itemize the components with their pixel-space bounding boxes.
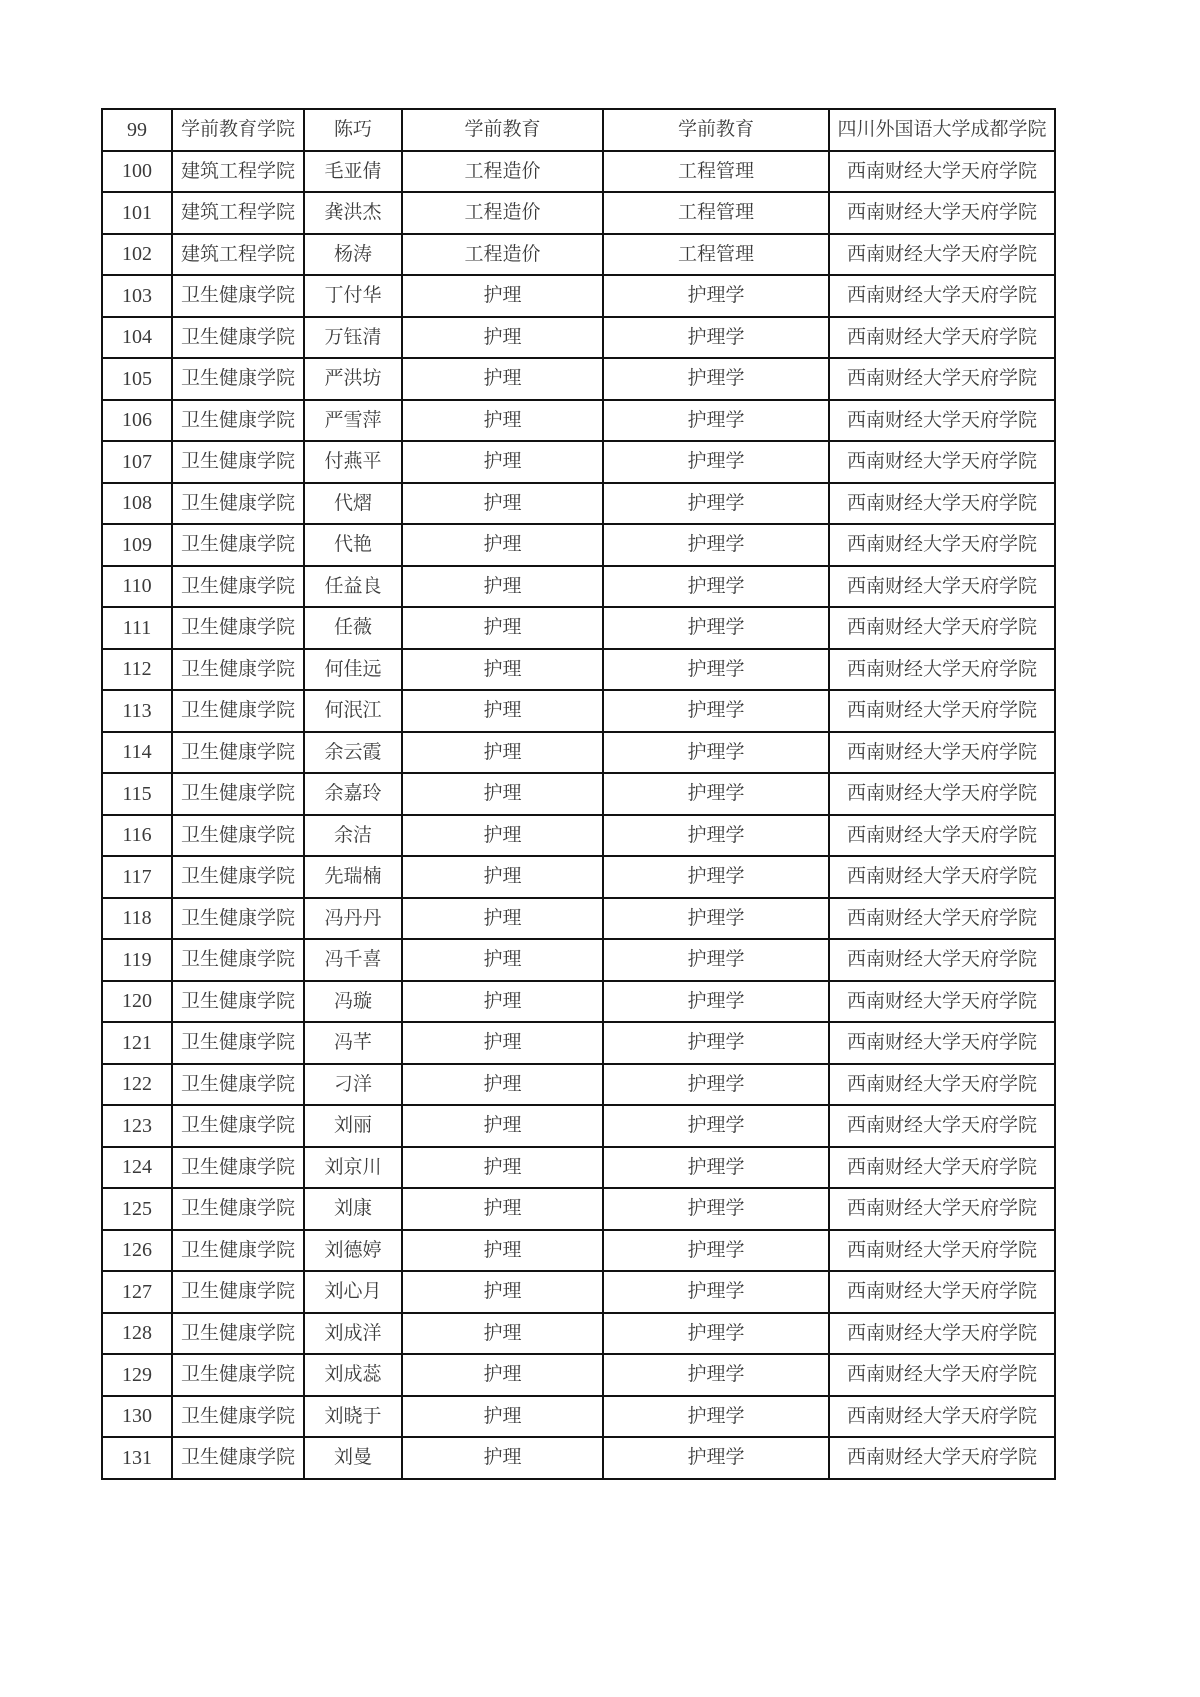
target-school-cell: 西南财经大学天府学院 (829, 1437, 1055, 1479)
college-cell: 卫生健康学院 (172, 1064, 304, 1106)
row-number-cell: 124 (102, 1147, 172, 1189)
row-number-cell: 105 (102, 358, 172, 400)
target-school-cell: 西南财经大学天府学院 (829, 234, 1055, 276)
target-major-cell: 护理学 (603, 1396, 829, 1438)
row-number-cell: 119 (102, 939, 172, 981)
target-major-cell: 护理学 (603, 649, 829, 691)
row-number-cell: 112 (102, 649, 172, 691)
target-major-cell: 学前教育 (603, 109, 829, 151)
row-number-cell: 104 (102, 317, 172, 359)
target-school-cell: 西南财经大学天府学院 (829, 815, 1055, 857)
major-cell: 护理 (402, 566, 603, 608)
student-name-cell: 代艳 (304, 524, 402, 566)
student-name-cell: 刘心月 (304, 1271, 402, 1313)
row-number-cell: 118 (102, 898, 172, 940)
table-row (102, 981, 1055, 1023)
college-cell: 建筑工程学院 (172, 192, 304, 234)
college-cell: 卫生健康学院 (172, 524, 304, 566)
table-row (102, 690, 1055, 732)
row-number-cell: 120 (102, 981, 172, 1023)
row-number-cell: 122 (102, 1064, 172, 1106)
college-cell: 卫生健康学院 (172, 317, 304, 359)
student-name-cell: 任益良 (304, 566, 402, 608)
target-school-cell: 西南财经大学天府学院 (829, 1313, 1055, 1355)
target-school-cell: 西南财经大学天府学院 (829, 1271, 1055, 1313)
student-name-cell: 严雪萍 (304, 400, 402, 442)
target-school-cell: 西南财经大学天府学院 (829, 1064, 1055, 1106)
table-row (102, 400, 1055, 442)
table-row (102, 607, 1055, 649)
target-major-cell: 护理学 (603, 1064, 829, 1106)
major-cell: 护理 (402, 773, 603, 815)
college-cell: 卫生健康学院 (172, 1396, 304, 1438)
college-cell: 卫生健康学院 (172, 441, 304, 483)
college-cell: 卫生健康学院 (172, 1230, 304, 1272)
student-name-cell: 任薇 (304, 607, 402, 649)
table-row (102, 939, 1055, 981)
college-cell: 卫生健康学院 (172, 275, 304, 317)
row-number-cell: 127 (102, 1271, 172, 1313)
target-major-cell: 护理学 (603, 690, 829, 732)
row-number-cell: 129 (102, 1354, 172, 1396)
target-major-cell: 护理学 (603, 1354, 829, 1396)
target-major-cell: 护理学 (603, 1147, 829, 1189)
target-school-cell: 西南财经大学天府学院 (829, 483, 1055, 525)
college-cell: 卫生健康学院 (172, 856, 304, 898)
row-number-cell: 111 (102, 607, 172, 649)
student-name-cell: 刘康 (304, 1188, 402, 1230)
major-cell: 护理 (402, 856, 603, 898)
target-major-cell: 护理学 (603, 1188, 829, 1230)
table-row (102, 1271, 1055, 1313)
college-cell: 卫生健康学院 (172, 690, 304, 732)
table-row (102, 151, 1055, 193)
college-cell: 建筑工程学院 (172, 234, 304, 276)
college-cell: 学前教育学院 (172, 109, 304, 151)
target-school-cell: 西南财经大学天府学院 (829, 1105, 1055, 1147)
student-name-cell: 刘成洋 (304, 1313, 402, 1355)
target-major-cell: 护理学 (603, 1105, 829, 1147)
college-cell: 卫生健康学院 (172, 898, 304, 940)
student-name-cell: 刘丽 (304, 1105, 402, 1147)
college-cell: 卫生健康学院 (172, 483, 304, 525)
target-school-cell: 西南财经大学天府学院 (829, 192, 1055, 234)
roster-body (102, 109, 1055, 1479)
row-number-cell: 121 (102, 1022, 172, 1064)
target-school-cell: 西南财经大学天府学院 (829, 898, 1055, 940)
student-name-cell: 付燕平 (304, 441, 402, 483)
major-cell: 护理 (402, 1354, 603, 1396)
student-name-cell: 冯千喜 (304, 939, 402, 981)
target-school-cell: 西南财经大学天府学院 (829, 358, 1055, 400)
table-row (102, 773, 1055, 815)
target-major-cell: 护理学 (603, 1437, 829, 1479)
student-name-cell: 万钰清 (304, 317, 402, 359)
target-school-cell: 西南财经大学天府学院 (829, 1396, 1055, 1438)
table-row (102, 317, 1055, 359)
row-number-cell: 110 (102, 566, 172, 608)
student-name-cell: 刘曼 (304, 1437, 402, 1479)
row-number-cell: 117 (102, 856, 172, 898)
table-row (102, 275, 1055, 317)
target-school-cell: 西南财经大学天府学院 (829, 275, 1055, 317)
major-cell: 护理 (402, 1396, 603, 1438)
row-number-cell: 131 (102, 1437, 172, 1479)
target-school-cell: 西南财经大学天府学院 (829, 939, 1055, 981)
student-name-cell: 刘京川 (304, 1147, 402, 1189)
student-name-cell: 龚洪杰 (304, 192, 402, 234)
row-number-cell: 113 (102, 690, 172, 732)
table-row (102, 1147, 1055, 1189)
table-row (102, 1064, 1055, 1106)
row-number-cell: 128 (102, 1313, 172, 1355)
table-row (102, 566, 1055, 608)
target-major-cell: 护理学 (603, 1271, 829, 1313)
table-row (102, 649, 1055, 691)
row-number-cell: 99 (102, 109, 172, 151)
college-cell: 卫生健康学院 (172, 1354, 304, 1396)
target-school-cell: 西南财经大学天府学院 (829, 649, 1055, 691)
row-number-cell: 114 (102, 732, 172, 774)
college-cell: 卫生健康学院 (172, 1022, 304, 1064)
student-name-cell: 余云霞 (304, 732, 402, 774)
major-cell: 工程造价 (402, 234, 603, 276)
major-cell: 护理 (402, 275, 603, 317)
student-name-cell: 冯丹丹 (304, 898, 402, 940)
target-school-cell: 西南财经大学天府学院 (829, 856, 1055, 898)
target-major-cell: 护理学 (603, 898, 829, 940)
row-number-cell: 108 (102, 483, 172, 525)
student-name-cell: 刘成蕊 (304, 1354, 402, 1396)
row-number-cell: 115 (102, 773, 172, 815)
target-school-cell: 西南财经大学天府学院 (829, 400, 1055, 442)
target-major-cell: 护理学 (603, 815, 829, 857)
target-major-cell: 护理学 (603, 773, 829, 815)
table-row (102, 109, 1055, 151)
target-school-cell: 西南财经大学天府学院 (829, 981, 1055, 1023)
student-name-cell: 严洪坊 (304, 358, 402, 400)
student-name-cell: 先瑞楠 (304, 856, 402, 898)
major-cell: 护理 (402, 441, 603, 483)
college-cell: 卫生健康学院 (172, 1437, 304, 1479)
target-major-cell: 护理学 (603, 607, 829, 649)
target-major-cell: 护理学 (603, 317, 829, 359)
major-cell: 护理 (402, 649, 603, 691)
table-row (102, 898, 1055, 940)
student-name-cell: 毛亚倩 (304, 151, 402, 193)
major-cell: 护理 (402, 524, 603, 566)
major-cell: 护理 (402, 1437, 603, 1479)
table-row (102, 1354, 1055, 1396)
major-cell: 护理 (402, 1230, 603, 1272)
table-row (102, 1188, 1055, 1230)
student-name-cell: 代熠 (304, 483, 402, 525)
table-row (102, 1313, 1055, 1355)
student-roster-table (101, 108, 1056, 1480)
student-name-cell: 杨涛 (304, 234, 402, 276)
major-cell: 学前教育 (402, 109, 603, 151)
row-number-cell: 103 (102, 275, 172, 317)
table-row (102, 815, 1055, 857)
target-major-cell: 护理学 (603, 732, 829, 774)
table-row (102, 856, 1055, 898)
target-school-cell: 西南财经大学天府学院 (829, 773, 1055, 815)
target-school-cell: 西南财经大学天府学院 (829, 1188, 1055, 1230)
target-school-cell: 西南财经大学天府学院 (829, 1230, 1055, 1272)
major-cell: 护理 (402, 690, 603, 732)
target-major-cell: 护理学 (603, 275, 829, 317)
target-school-cell: 西南财经大学天府学院 (829, 690, 1055, 732)
row-number-cell: 109 (102, 524, 172, 566)
row-number-cell: 107 (102, 441, 172, 483)
target-major-cell: 工程管理 (603, 234, 829, 276)
major-cell: 护理 (402, 1105, 603, 1147)
table-row (102, 1022, 1055, 1064)
student-name-cell: 何泯江 (304, 690, 402, 732)
major-cell: 护理 (402, 483, 603, 525)
college-cell: 卫生健康学院 (172, 400, 304, 442)
target-school-cell: 西南财经大学天府学院 (829, 1022, 1055, 1064)
target-major-cell: 护理学 (603, 483, 829, 525)
row-number-cell: 123 (102, 1105, 172, 1147)
major-cell: 工程造价 (402, 192, 603, 234)
row-number-cell: 101 (102, 192, 172, 234)
student-name-cell: 余嘉玲 (304, 773, 402, 815)
table-row (102, 358, 1055, 400)
target-school-cell: 西南财经大学天府学院 (829, 732, 1055, 774)
college-cell: 卫生健康学院 (172, 1105, 304, 1147)
target-major-cell: 护理学 (603, 939, 829, 981)
college-cell: 卫生健康学院 (172, 1271, 304, 1313)
target-major-cell: 护理学 (603, 856, 829, 898)
table-row (102, 1437, 1055, 1479)
target-major-cell: 护理学 (603, 1313, 829, 1355)
target-school-cell: 西南财经大学天府学院 (829, 441, 1055, 483)
table-row (102, 732, 1055, 774)
student-name-cell: 冯璇 (304, 981, 402, 1023)
student-name-cell: 刘晓于 (304, 1396, 402, 1438)
major-cell: 护理 (402, 1064, 603, 1106)
row-number-cell: 126 (102, 1230, 172, 1272)
college-cell: 卫生健康学院 (172, 773, 304, 815)
target-major-cell: 工程管理 (603, 192, 829, 234)
target-major-cell: 护理学 (603, 441, 829, 483)
major-cell: 护理 (402, 358, 603, 400)
row-number-cell: 125 (102, 1188, 172, 1230)
major-cell: 护理 (402, 1271, 603, 1313)
target-major-cell: 护理学 (603, 566, 829, 608)
target-school-cell: 西南财经大学天府学院 (829, 151, 1055, 193)
major-cell: 护理 (402, 981, 603, 1023)
target-school-cell: 四川外国语大学成都学院 (829, 109, 1055, 151)
college-cell: 卫生健康学院 (172, 358, 304, 400)
student-name-cell: 刁洋 (304, 1064, 402, 1106)
college-cell: 卫生健康学院 (172, 649, 304, 691)
target-major-cell: 护理学 (603, 1230, 829, 1272)
student-name-cell: 陈巧 (304, 109, 402, 151)
major-cell: 工程造价 (402, 151, 603, 193)
row-number-cell: 106 (102, 400, 172, 442)
major-cell: 护理 (402, 317, 603, 359)
college-cell: 卫生健康学院 (172, 566, 304, 608)
target-school-cell: 西南财经大学天府学院 (829, 566, 1055, 608)
college-cell: 建筑工程学院 (172, 151, 304, 193)
major-cell: 护理 (402, 898, 603, 940)
major-cell: 护理 (402, 1313, 603, 1355)
row-number-cell: 102 (102, 234, 172, 276)
table-row (102, 483, 1055, 525)
target-major-cell: 护理学 (603, 358, 829, 400)
table-row (102, 1105, 1055, 1147)
college-cell: 卫生健康学院 (172, 1313, 304, 1355)
row-number-cell: 130 (102, 1396, 172, 1438)
student-name-cell: 刘德婷 (304, 1230, 402, 1272)
college-cell: 卫生健康学院 (172, 1147, 304, 1189)
major-cell: 护理 (402, 939, 603, 981)
row-number-cell: 100 (102, 151, 172, 193)
table-row (102, 441, 1055, 483)
target-school-cell: 西南财经大学天府学院 (829, 317, 1055, 359)
college-cell: 卫生健康学院 (172, 815, 304, 857)
student-name-cell: 冯芊 (304, 1022, 402, 1064)
college-cell: 卫生健康学院 (172, 1188, 304, 1230)
target-major-cell: 护理学 (603, 524, 829, 566)
college-cell: 卫生健康学院 (172, 607, 304, 649)
table-row (102, 1396, 1055, 1438)
major-cell: 护理 (402, 607, 603, 649)
major-cell: 护理 (402, 1147, 603, 1189)
college-cell: 卫生健康学院 (172, 981, 304, 1023)
row-number-cell: 116 (102, 815, 172, 857)
major-cell: 护理 (402, 732, 603, 774)
target-major-cell: 护理学 (603, 981, 829, 1023)
target-school-cell: 西南财经大学天府学院 (829, 607, 1055, 649)
table-row (102, 1230, 1055, 1272)
student-name-cell: 丁付华 (304, 275, 402, 317)
target-school-cell: 西南财经大学天府学院 (829, 524, 1055, 566)
target-major-cell: 护理学 (603, 400, 829, 442)
major-cell: 护理 (402, 1188, 603, 1230)
target-major-cell: 工程管理 (603, 151, 829, 193)
target-school-cell: 西南财经大学天府学院 (829, 1354, 1055, 1396)
target-major-cell: 护理学 (603, 1022, 829, 1064)
college-cell: 卫生健康学院 (172, 732, 304, 774)
table-row (102, 524, 1055, 566)
table-row (102, 192, 1055, 234)
college-cell: 卫生健康学院 (172, 939, 304, 981)
table-row (102, 234, 1055, 276)
student-name-cell: 余洁 (304, 815, 402, 857)
student-name-cell: 何佳远 (304, 649, 402, 691)
major-cell: 护理 (402, 1022, 603, 1064)
target-school-cell: 西南财经大学天府学院 (829, 1147, 1055, 1189)
major-cell: 护理 (402, 400, 603, 442)
major-cell: 护理 (402, 815, 603, 857)
